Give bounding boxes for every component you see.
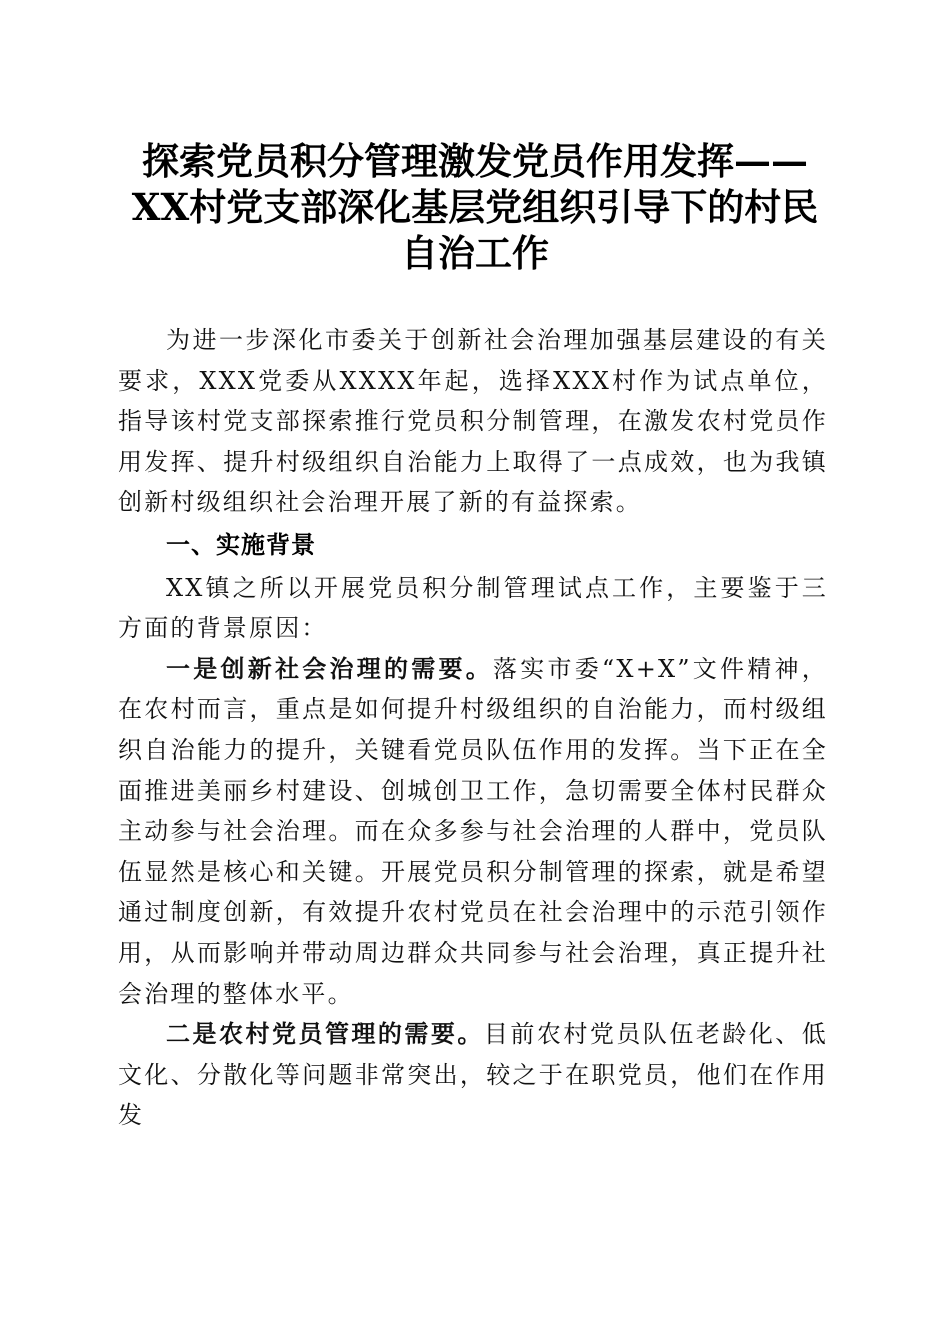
section-intro-paragraph: XX镇之所以开展党员积分制管理试点工作，主要鉴于三方面的背景原因：: [118, 573, 828, 643]
document-body: [118, 320, 828, 1136]
point-one-text: 落实市委“X+X”文件精神，在农村而言，重点是如何提升村级组织的自治能力，而村级组织自治能力的提升，关键看党员队伍作用的发挥。当下正在全面推进美丽乡村建设、创城创卫工作，急切需要全体村民群众主动参与社会治理。而在众多参与社会治理的人群中，党员队伍显然是核心和关键。开展党员积分制管理的探索，就是希望通过制度创新，有效提升农村党员在社会治理中的示范引领作用，从而影响并带动周边群众共同参与社会治理，真正提升社会治理的整体水平。: [118, 654, 828, 1008]
point-one-lead: 一是创新社会治理的需要。: [166, 653, 493, 683]
document-title: 探索党员积分管理激发党员作用发挥——XX村党支部深化基层党组织引导下的村民自治工作: [131, 139, 819, 275]
point-two-lead: 二是农村党员管理的需要。: [166, 1019, 484, 1049]
point-two-paragraph: [118, 1014, 828, 1136]
intro-paragraph: 为进一步深化市委关于创新社会治理加强基层建设的有关要求，XXX党委从XXXX年起，选择XXX村作为试点单位，指导该村党支部探索推行党员积分制管理，在激发农村党员作用发挥、提升村级组织自治能力上取得了一点成效，也为我镇创新村级组织社会治理开展了新的有益探索。: [118, 326, 828, 517]
point-two-text: 目前农村党员队伍老龄化、低文化、分散化等问题非常突出，较之于在职党员，他们在作用发: [118, 1020, 828, 1130]
point-one-paragraph: [118, 649, 828, 1014]
section-heading-background: 一、实施背景: [166, 530, 316, 559]
